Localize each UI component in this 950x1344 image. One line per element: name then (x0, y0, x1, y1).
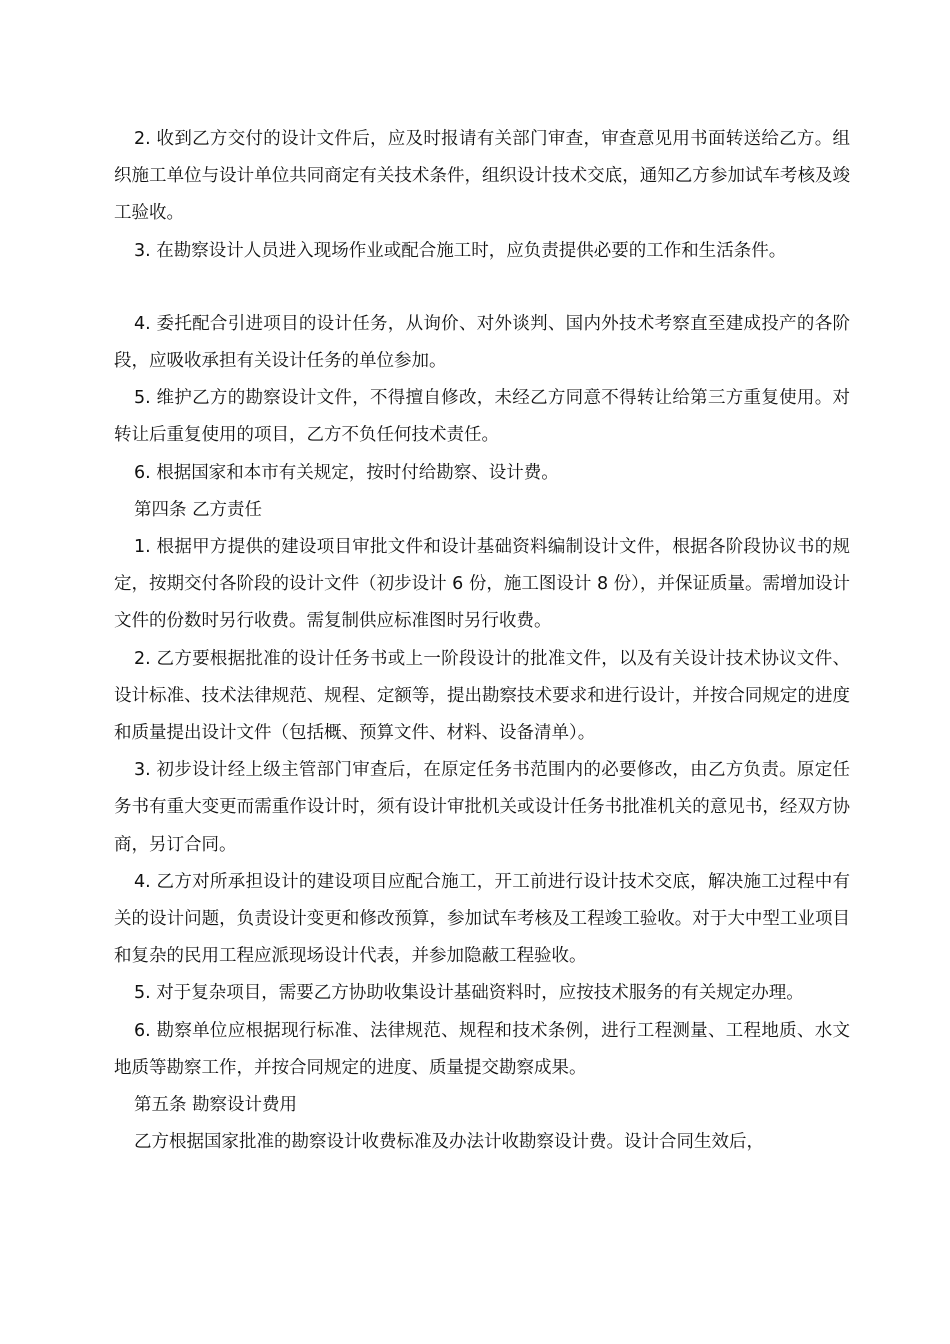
paragraph-construction-support: 4. 乙方对所承担设计的建设项目应配合施工，开工前进行设计技术交底，解决施工过程中有关的设计问题，负责设计变更和修改预算，参加试车考核及工程竣工验收。对于大中型工业项目和复杂的民用工程应派现场设计代表，并参加隐蔽工程验收。 (114, 871, 850, 967)
paragraph-site-conditions: 3. 在勘察设计人员进入现场作业或配合施工时，应负责提供必要的工作和生活条件。 (134, 240, 787, 261)
paragraph-pay-fees: 6. 根据国家和本市有关规定，按时付给勘察、设计费。 (134, 462, 559, 483)
document-body (114, 121, 850, 1161)
paragraph-complex-projects: 5. 对于复杂项目，需要乙方协助收集设计基础资料时，应按技术服务的有关规定办理。 (134, 983, 804, 1004)
section-heading-article-5: 第五条 勘察设计费用 (134, 1095, 298, 1116)
paragraph-preliminary-design-review: 3. 初步设计经上级主管部门审查后，在原定任务书范围内的必要修改，由乙方负责。原定任务书有重大变更而需重作设计时，须有设计审批机关或设计任务书批准机关的意见书，经双方协商，另订合同。 (114, 760, 850, 855)
paragraph-fee-calculation: 乙方根据国家批准的勘察设计收费标准及办法计收勘察设计费。设计合同生效后， (134, 1132, 764, 1153)
paragraph-prepare-design-files: 1. 根据甲方提供的建设项目审批文件和设计基础资料编制设计文件，根据各阶段协议书的规定，按期交付各阶段的设计文件（初步设计 6 份，施工图设计 8 份），并保证质量。需增加设计文件的份数时另行收费。需复制供应标准图时另行收费。 (114, 537, 850, 632)
paragraph-protect-documents: 5. 维护乙方的勘察设计文件，不得擅自修改，未经乙方同意不得转让给第三方重复使用。对转让后重复使用的项目，乙方不负任何技术责任。 (114, 388, 850, 446)
paragraph-survey-work: 6. 勘察单位应根据现行标准、法律规范、规程和技术条例，进行工程测量、工程地质、水文地质等勘察工作，并按合同规定的进度、质量提交勘察成果。 (114, 1020, 850, 1078)
paragraph-imported-projects: 4. 委托配合引进项目的设计任务，从询价、对外谈判、国内外技术考察直至建成投产的各阶段，应吸收承担有关设计任务的单位参加。 (114, 313, 850, 372)
paragraph-survey-requirements: 2. 乙方要根据批准的设计任务书或上一阶段设计的批准文件，以及有关设计技术协议文件、设计标准、技术法律规范、规程、定额等，提出勘察技术要求和进行设计，并按合同规定的进度和质量提出设计文件（包括概、预算文件、材料、设备清单）。 (114, 648, 850, 744)
paragraph-submit-design-files: 2. 收到乙方交付的设计文件后，应及时报请有关部门审查，审查意见用书面转送给乙方。组织施工单位与设计单位共同商定有关技术条件，组织设计技术交底，通知乙方参加试车考核及竣工验收。 (114, 129, 850, 224)
section-heading-article-4: 第四条 乙方责任 (134, 499, 263, 520)
